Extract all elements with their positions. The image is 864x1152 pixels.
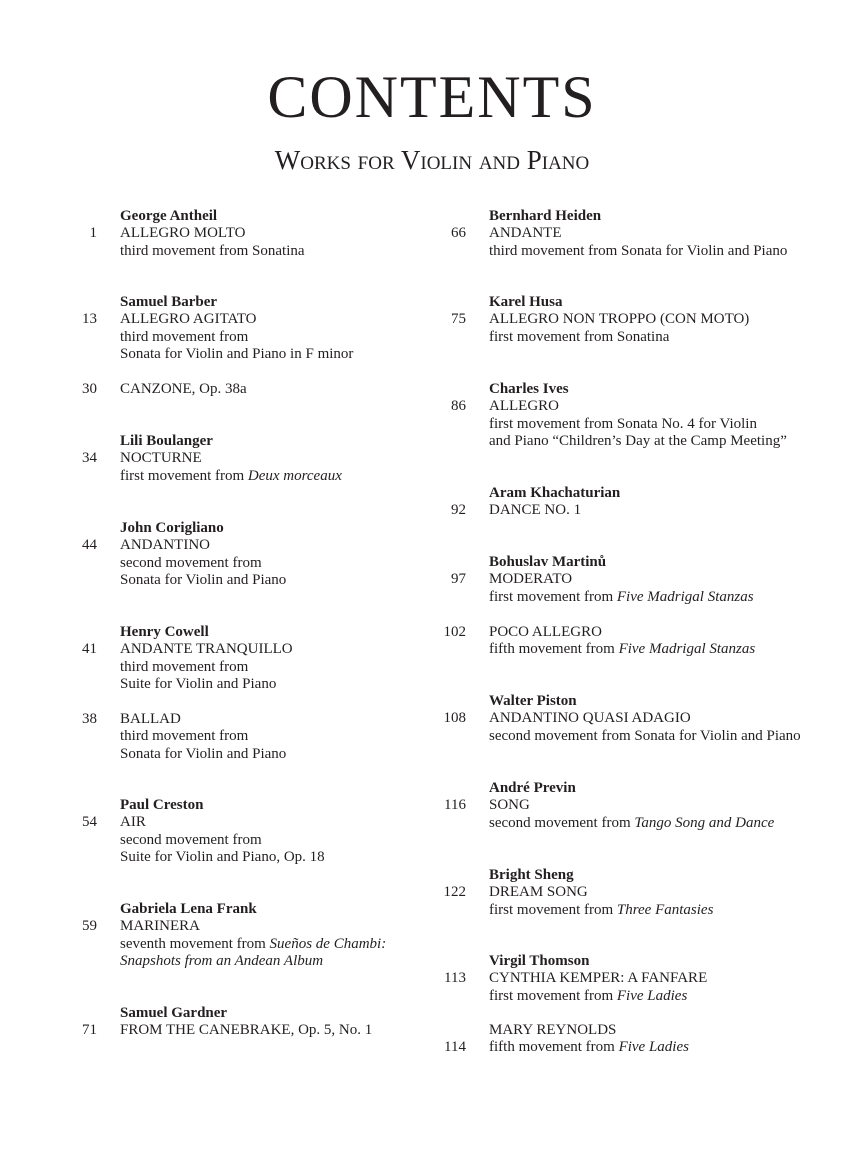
text-segment: ANDANTINO	[120, 537, 210, 554]
work-title	[120, 641, 293, 658]
work-source-title: Five Madrigal Stanzas	[616, 588, 754, 605]
work-description	[120, 832, 262, 849]
text-segment: Suite for Violin and Piano	[120, 676, 277, 693]
work-title	[489, 502, 581, 519]
work-description	[120, 329, 248, 346]
composer-name: Karel Husa	[489, 294, 563, 310]
work-title	[120, 311, 256, 328]
work-description	[489, 416, 757, 433]
text-segment: SONG	[489, 797, 530, 814]
page-number[interactable]: 113	[444, 970, 466, 987]
composer-name: Henry Cowell	[120, 624, 209, 640]
text-segment: ALLEGRO	[489, 398, 559, 415]
work-title	[489, 571, 572, 588]
text-segment: first movement from Sonata No. 4 for Violin	[489, 415, 757, 432]
text-segment: Sonata for Violin and Piano in F minor	[120, 346, 354, 363]
text-segment: third movement from	[120, 328, 249, 345]
page-number[interactable]: 13	[82, 311, 97, 328]
text-segment: Suite for Violin and Piano, Op. 18	[120, 849, 325, 866]
page-number[interactable]: 92	[451, 502, 466, 519]
page-number[interactable]: 59	[82, 918, 97, 935]
text-segment: and Piano “Children’s Day at the Camp Meeting”	[489, 433, 787, 450]
text-segment: Sonata for Violin and Piano	[120, 572, 287, 589]
composer-name: Virgil Thomson	[489, 953, 590, 969]
page-number[interactable]: 86	[451, 398, 466, 415]
text-segment: AIR	[120, 814, 146, 831]
work-description	[120, 555, 262, 572]
work-description	[489, 641, 755, 658]
composer-name: John Corigliano	[120, 520, 224, 536]
text-segment: second movement from	[489, 814, 635, 831]
page-number[interactable]: 71	[82, 1022, 97, 1039]
composer-name: Samuel Gardner	[120, 1005, 228, 1021]
text-segment: ANDANTE	[489, 225, 562, 242]
text-segment: second movement from	[120, 831, 262, 848]
work-description	[489, 433, 787, 450]
work-description	[120, 243, 305, 260]
composer-name: Bohuslav Martinů	[489, 554, 607, 570]
page-number[interactable]: 1	[89, 225, 97, 242]
work-title	[120, 1022, 372, 1039]
work-title	[489, 884, 588, 901]
work-description	[489, 1039, 689, 1056]
work-description	[120, 849, 325, 866]
work-description	[120, 728, 248, 745]
work-description	[489, 902, 713, 919]
page-number[interactable]: 30	[82, 381, 97, 397]
work-source-title: Tango Song and Dance	[634, 814, 775, 831]
composer-name: George Antheil	[120, 208, 218, 224]
text-segment: MARINERA	[120, 918, 201, 935]
page-number[interactable]: 97	[451, 571, 466, 588]
text-segment: DANCE NO. 1	[489, 502, 582, 519]
work-title	[489, 797, 530, 814]
work-title	[489, 311, 749, 328]
text-segment: fifth movement from	[489, 641, 619, 658]
page-number[interactable]: 41	[82, 641, 97, 658]
page-title: CONTENTS	[267, 64, 597, 130]
work-title	[489, 970, 707, 987]
work-description	[120, 936, 386, 953]
work-description	[489, 815, 774, 832]
work-title	[120, 711, 181, 728]
text-segment: first movement from	[489, 901, 617, 918]
text-segment: first movement from	[489, 987, 617, 1004]
text-segment: CANZONE, Op. 38a	[120, 381, 247, 397]
text-segment: first movement from	[120, 467, 248, 484]
work-title	[489, 225, 562, 242]
work-source-title: Snapshots from an Andean Album	[120, 953, 324, 970]
text-segment: FROM THE CANEBRAKE, Op. 5, No. 1	[120, 1022, 373, 1039]
work-description	[120, 572, 286, 589]
composer-name: Walter Piston	[489, 693, 577, 709]
text-segment: ALLEGRO AGITATO	[120, 311, 257, 328]
work-title	[120, 225, 245, 242]
text-segment: ALLEGRO MOLTO	[120, 225, 246, 242]
work-title	[489, 1022, 616, 1039]
text-segment: NOCTURNE	[120, 450, 202, 467]
text-segment: CYNTHIA KEMPER: A FANFARE	[489, 970, 708, 987]
work-description	[489, 329, 669, 346]
text-segment: first movement from Sonatina	[489, 328, 670, 345]
work-description	[120, 659, 248, 676]
text-segment: third movement from	[120, 658, 249, 675]
composer-name: Paul Creston	[120, 797, 204, 813]
text-segment: third movement from Sonatina	[120, 242, 305, 259]
page-number[interactable]: 108	[443, 710, 466, 727]
text-segment: Sonata for Violin and Piano	[120, 745, 287, 762]
work-title	[120, 381, 247, 398]
text-segment: third movement from Sonata for Violin and Piano	[489, 242, 788, 259]
page-number[interactable]: 122	[443, 884, 466, 901]
work-source-title: Five Ladies	[618, 1039, 689, 1056]
text-segment: BALLAD	[120, 711, 181, 727]
page-number[interactable]: 75	[451, 311, 466, 328]
work-description	[120, 746, 286, 763]
work-title	[120, 537, 210, 554]
page-number[interactable]: 116	[444, 797, 466, 814]
text-segment: MARY REYNOLDS	[489, 1022, 617, 1038]
composer-name: André Previn	[489, 780, 576, 796]
work-source-title: Five Ladies	[616, 987, 688, 1004]
work-description	[120, 676, 276, 693]
composer-name: Gabriela Lena Frank	[120, 901, 257, 917]
text-segment: third movement from	[120, 728, 249, 745]
page-number[interactable]: 54	[82, 814, 97, 831]
work-description	[120, 346, 353, 363]
work-title	[120, 450, 202, 467]
work-description	[489, 728, 801, 745]
text-segment: ALLEGRO NON TROPPO (CON MOTO)	[489, 311, 750, 328]
work-title	[489, 398, 559, 415]
composer-name: Bernhard Heiden	[489, 208, 602, 224]
work-title	[489, 710, 691, 727]
work-description	[489, 243, 787, 260]
work-source-title: Deux morceaux	[247, 467, 342, 484]
work-description	[489, 988, 687, 1005]
composer-name: Samuel Barber	[120, 294, 218, 310]
text-segment: ANDANTINO QUASI ADAGIO	[489, 710, 691, 727]
page-number[interactable]: 102	[443, 624, 466, 640]
text-segment: seventh movement from	[120, 935, 270, 952]
work-title	[120, 918, 200, 935]
text-segment: DREAM SONG	[489, 884, 588, 901]
work-title	[489, 624, 602, 641]
page-number[interactable]: 114	[444, 1039, 466, 1056]
page-number[interactable]: 38	[82, 711, 97, 727]
composer-name: Charles Ives	[489, 381, 569, 397]
work-source-title: Three Fantasies	[616, 901, 714, 918]
work-description	[120, 953, 323, 970]
composer-name: Lili Boulanger	[120, 433, 213, 449]
work-source-title: Sueños de Chambi:	[269, 935, 387, 952]
text-segment: MODERATO	[489, 571, 573, 588]
work-description	[120, 468, 342, 485]
page-subtitle: Works for Violin and Piano	[274, 145, 590, 175]
page-number[interactable]: 44	[82, 537, 97, 554]
text-segment: second movement from	[120, 554, 262, 571]
work-title	[120, 814, 146, 831]
text-segment: first movement from	[489, 588, 617, 605]
work-description	[489, 589, 754, 606]
text-segment: POCO ALLEGRO	[489, 624, 602, 640]
composer-name: Bright Sheng	[489, 867, 574, 883]
work-source-title: Five Madrigal Stanzas	[618, 641, 756, 658]
page-number[interactable]: 66	[451, 225, 466, 242]
text-segment: second movement from Sonata for Violin and Piano	[489, 727, 801, 744]
page-number[interactable]: 34	[82, 450, 97, 467]
composer-name: Aram Khachaturian	[489, 485, 621, 501]
text-segment: ANDANTE TRANQUILLO	[120, 641, 293, 658]
text-segment: fifth movement from	[489, 1039, 619, 1056]
